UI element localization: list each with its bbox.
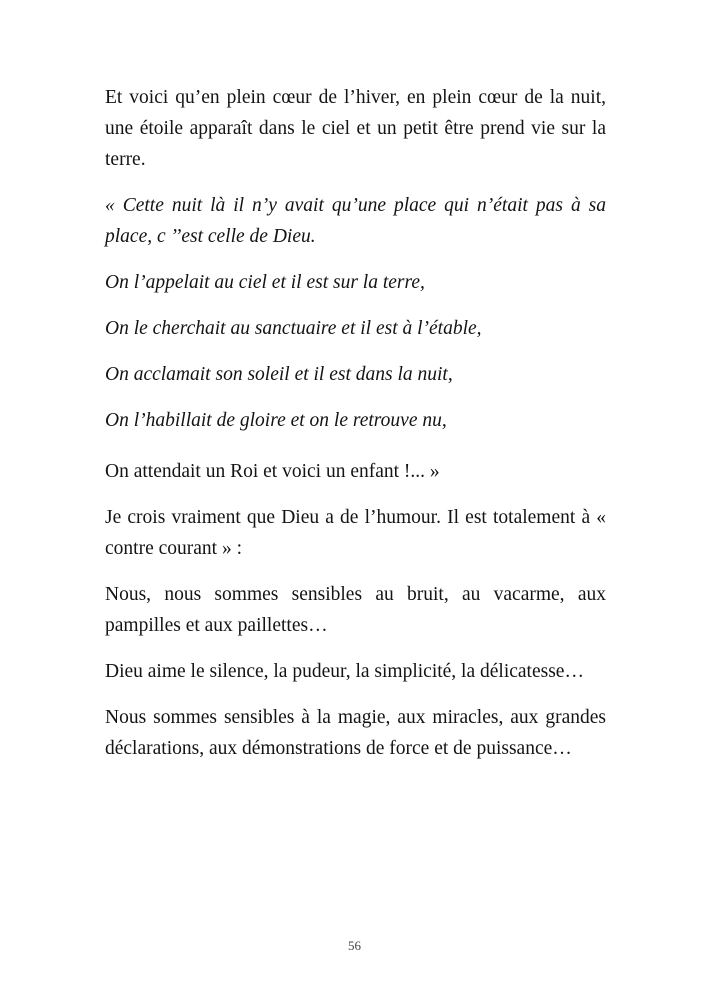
paragraph: On le cherchait au sanctuaire et il est à l’étable, (105, 318, 482, 339)
text-block (105, 82, 606, 779)
paragraph: Je crois vraiment que Dieu a de l’humour. Il est totalement à « contre courant » : (105, 507, 606, 559)
paragraph: Dieu aime le silence, la pudeur, la simplicité, la délicatesse… (105, 661, 584, 682)
paragraph: Nous sommes sensibles à la magie, aux miracles, aux grandes déclarations, aux démonstrations de force et de puissance… (105, 707, 606, 759)
paragraph: On l’appelait au ciel et il est sur la terre, (105, 272, 425, 293)
page-number: 56 (348, 938, 361, 953)
paragraph: Et voici qu’en plein cœur de l’hiver, en plein cœur de la nuit, une étoile apparaît dans le ciel et un petit être prend vie sur la terre. (105, 87, 606, 170)
paragraph: On attendait un Roi et voici un enfant !... » (105, 461, 440, 482)
paragraph: On acclamait son soleil et il est dans la nuit, (105, 364, 453, 385)
paragraph: Nous, nous sommes sensibles au bruit, au vacarme, aux pampilles et aux paillettes… (105, 584, 606, 636)
paragraph: On l’habillait de gloire et on le retrouve nu, (105, 410, 447, 431)
paragraph: « Cette nuit là il n’y avait qu’une place qui n’était pas à sa place, c ’’est celle de Dieu. (105, 195, 606, 247)
